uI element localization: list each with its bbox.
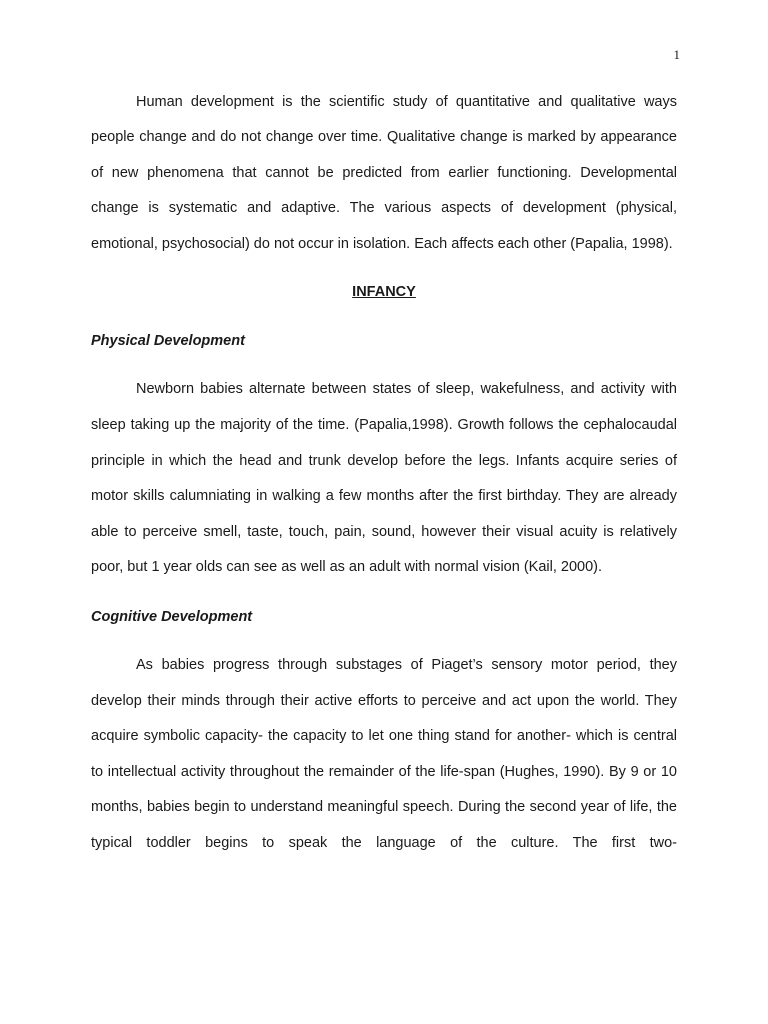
- page-number: 1: [673, 47, 680, 62]
- physical-development-heading: Physical Development: [91, 333, 245, 350]
- document-body: [91, 85, 677, 862]
- section-title-infancy: INFANCY: [352, 284, 416, 301]
- cognitive-development-heading: Cognitive Development: [91, 609, 253, 626]
- intro-paragraph: Human development is the scientific study of quantitative and qualitative ways people change and do not change over time. Qualitative change is marked by appearance of new phenomena that cannot be predicted from earlier functioning. Developmental change is systematic and adaptive. The various aspects of development (physical, emotional, psychosocial) do not occur in isolation. Each affects each other (Papalia, 1998).: [91, 93, 677, 252]
- cognitive-development-paragraph: As babies progress through substages of Piaget’s sensory motor period, they develop their minds through their active efforts to perceive and act upon the world. They acquire symbolic capacity- the capacity to let one thing stand for another- which is central to intellectual activity throughout the remainder of the life-span (Hughes, 1990). By 9 or 10 months, babies begin to understand meaningful speech. During the second year of life, the typical toddler begins to speak the language of the culture. The first two-: [91, 657, 677, 851]
- physical-development-paragraph: Newborn babies alternate between states of sleep, wakefulness, and activity with sleep taking up the majority of the time. (Papalia,1998). Growth follows the cephalocaudal principle in which the head and trunk develop before the legs. Infants acquire series of motor skills calumniating in walking a few months after the first birthday. They are already able to perceive smell, taste, touch, pain, sound, however their visual acuity is relatively poor, but 1 year olds can see as well as an adult with normal vision (Kail, 2000).: [91, 381, 677, 576]
